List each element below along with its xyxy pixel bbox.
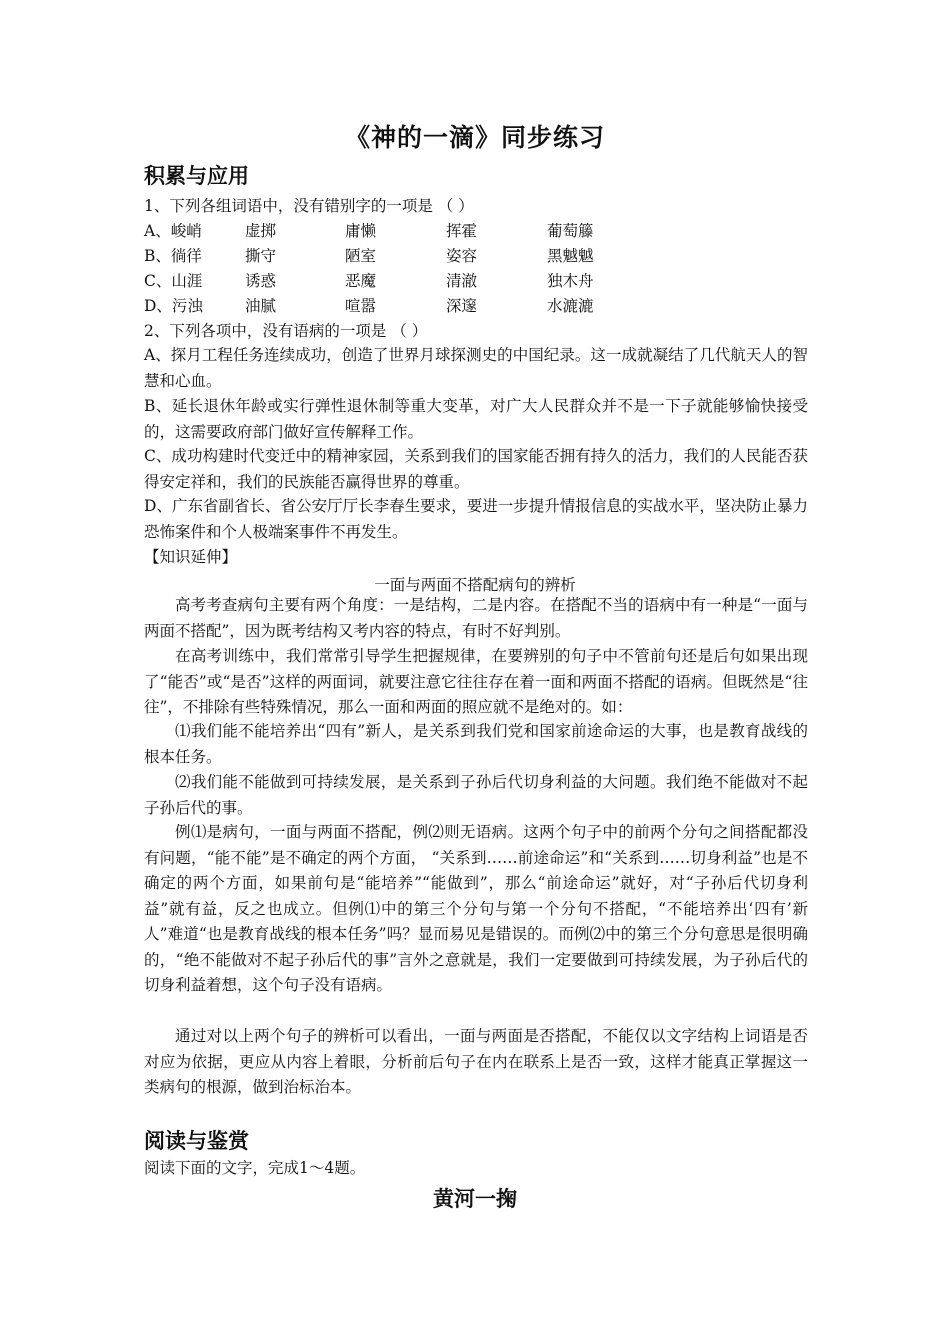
option-word: A、峻峭 — [144, 222, 202, 240]
section-heading-reading: 阅读与鉴赏 — [144, 1128, 249, 1153]
knowledge-paragraph-conclusion: 通过对以上两个句子的辨析可以看出，一面与两面是否搭配，不能仅以文字结构上词语是否对应为依据，更应从内容上着眼，分析前后句子在内在联系上是否一致，这样才能真正掌握这一类病句的根源，做到治标治本。 — [144, 1027, 808, 1096]
option-word: B、徜徉 — [144, 247, 202, 265]
option-word: 挥霍 — [446, 222, 478, 240]
option-word: C、山涯 — [144, 272, 203, 290]
reading-passage-title: 黄河一掬 — [433, 1186, 517, 1211]
knowledge-extension-label: 【知识延伸】 — [144, 548, 238, 566]
option-word: 深邃 — [446, 297, 478, 315]
example-sentence-1: ⑴我们能不能培养出“四有”新人，是关系到我们党和国家前途命运的大事，也是教育战线的根本任务。 — [144, 722, 808, 766]
section-heading-accumulation: 积累与应用 — [144, 163, 249, 188]
question-1-stem: 1、下列各组词语中，没有错别字的一项是 （ ） — [144, 197, 474, 215]
knowledge-paragraph-analysis: 例⑴是病句，一面与两面不搭配，例⑵则无语病。这两个句子中的前两个分句之间搭配都没有问题，“能不能”是不确定的两个方面， “关系到……前途命运”和“关系到……切身利益”也是不确定的两个方面，如果前句是“能培养”“能做到”，那么“前途命运”就好，对“子孙后代切身利益”就有益，反之也成立。但例⑴中的第三个分句与第一个分句不搭配，“不能培养出‘四有’新人”难道“也是教育战线的根本任务”吗？显而易见是错误的。而例⑵中的第三个分句意思是很明确的，“绝不能做对不起子孙后代的事”言外之意就是，我们一定要做到可持续发展，为子孙后代的切身利益着想，这个句子没有语病。 — [144, 823, 808, 994]
question-2-option-d: D、广东省副省长、省公安厅厅长李春生要求，要进一步提升情报信息的实战水平，坚决防止暴力恐怖案件和个人极端案事件不再发生。 — [144, 497, 808, 541]
reading-instruction: 阅读下面的文字，完成1～4题。 — [144, 1159, 366, 1177]
option-word: 油腻 — [245, 297, 277, 315]
page-title: 《神的一滴》同步练习 — [344, 123, 605, 152]
question-2-option-b: B、延长退休年龄或实行弹性退休制等重大变革，对广大人民群众并不是一下子就能够愉快接受的，这需要政府部门做好宣传解释工作。 — [144, 397, 808, 441]
option-word: 庸懒 — [345, 222, 377, 240]
question-2-stem: 2、下列各项中，没有语病的一项是 （ ） — [144, 322, 428, 340]
knowledge-paragraph-2: 在高考训练中，我们常常引导学生把握规律，在要辨别的句子中不管前句还是后句如果出现了“能否”或“是否”这样的两面词，就要注意它往往存在着一面和两面不搭配的语病。但既然是“往往”，不排除有些特殊情况，那么一面和两面的照应就不是绝对的。如： — [144, 647, 808, 716]
option-word: 清澈 — [446, 272, 478, 290]
knowledge-heading: 一面与两面不搭配病句的辨析 — [374, 576, 576, 594]
knowledge-paragraph-1: 高考考查病句主要有两个角度：一是结构，二是内容。在搭配不当的语病中有一种是“一面与两面不搭配”，因为既考结构又考内容的特点，有时不好判别。 — [144, 596, 808, 640]
option-word: 虚掷 — [245, 222, 277, 240]
example-sentence-2: ⑵我们能不能做到可持续发展，是关系到子孙后代切身利益的大问题。我们绝不能做对不起子孙后代的事。 — [144, 773, 808, 817]
question-2-option-c: C、成功构建时代变迁中的精神家园，关系到我们的国家能否拥有持久的活力，我们的人民能否获得安定祥和，我们的民族能否赢得世界的尊重。 — [144, 447, 808, 491]
option-word: 陋室 — [345, 247, 377, 265]
option-word: 喧嚣 — [345, 297, 377, 315]
option-word: 黑魆魆 — [547, 247, 594, 265]
question-2-option-a: A、探月工程任务连续成功，创造了世界月球探测史的中国纪录。这一成就凝结了几代航天人的智慧和心血。 — [144, 346, 808, 390]
option-word: D、污浊 — [144, 297, 203, 315]
option-word: 水漉漉 — [547, 297, 594, 315]
option-word: 撕守 — [245, 247, 277, 265]
option-word: 葡萄籐 — [547, 222, 594, 240]
option-word: 诱惑 — [245, 272, 277, 290]
option-word: 独木舟 — [547, 272, 594, 290]
option-word: 姿容 — [446, 247, 478, 265]
option-word: 恶魔 — [345, 272, 377, 290]
